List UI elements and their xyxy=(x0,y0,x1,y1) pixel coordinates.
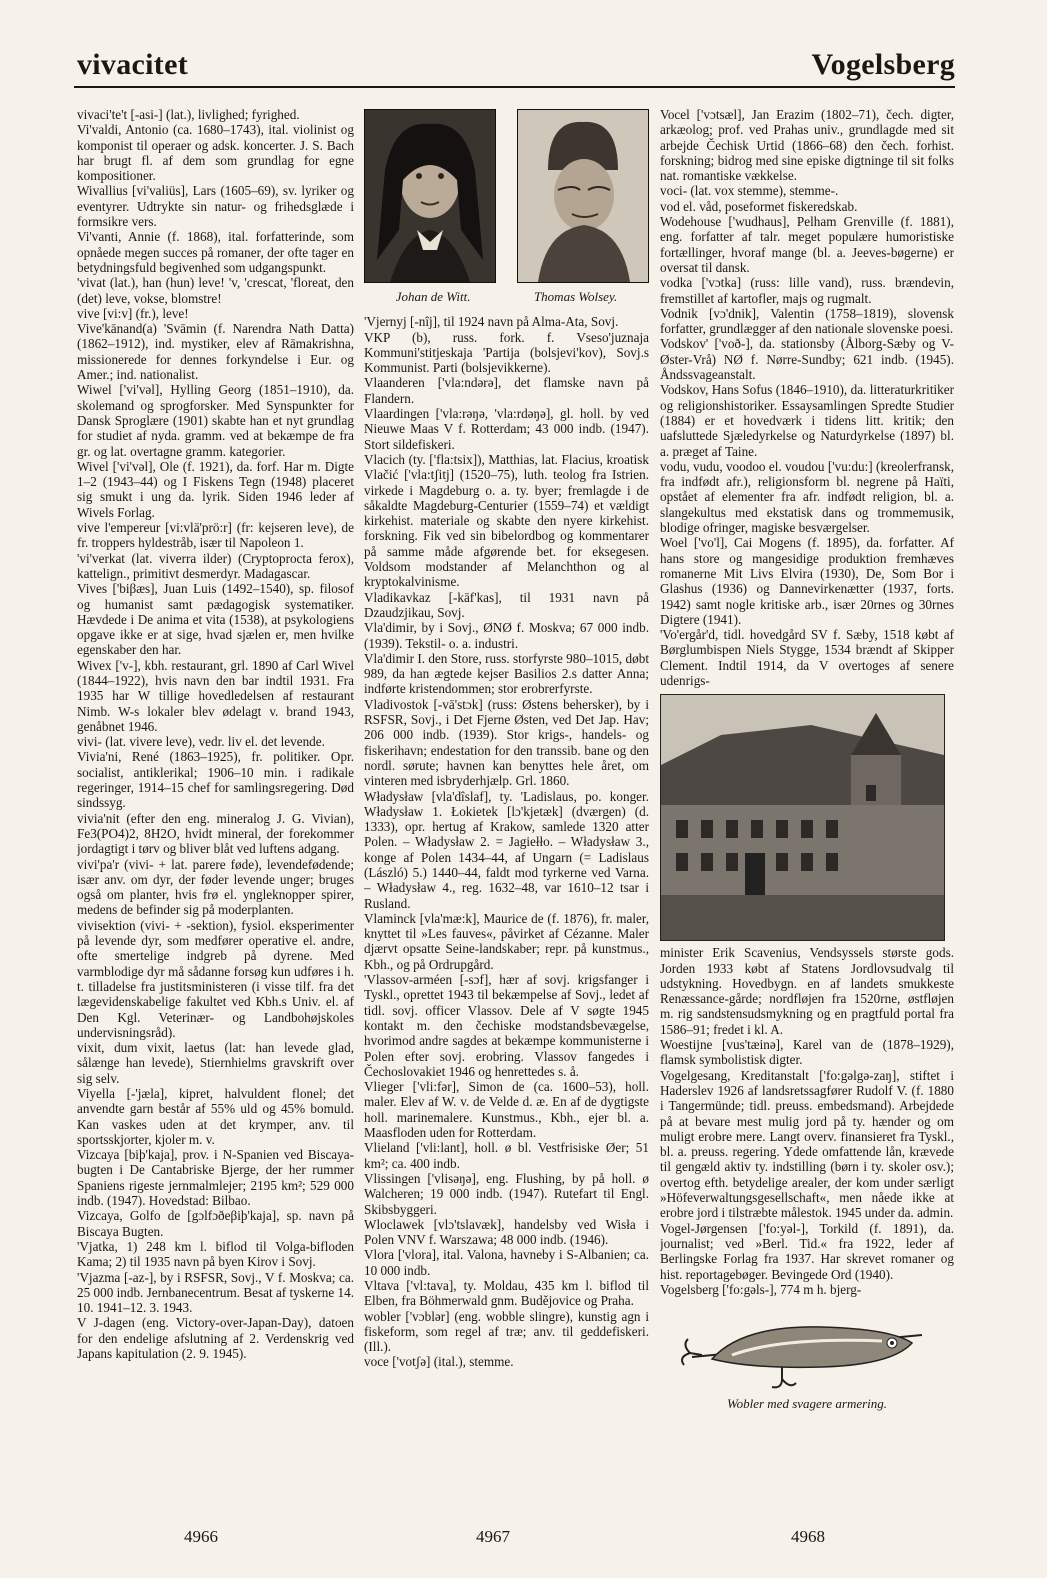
dictionary-entry: VKP (b), russ. fork. f. Vseso'juznaja Kommuni'stitjeskaja 'Partija (bolsjevi'kov), Sovj.s Kommunist. Parti (bolsjevikkerne). xyxy=(364,329,649,376)
dictionary-entry: V J-dagen (eng. Victory-over-Japan-Day), datoen for den endelige afslutning af 2. Verdenskrig ved Japans kapitulation (2. 9. 1945). xyxy=(77,1315,354,1362)
dictionary-entry: 'Vo'ergår'd, tidl. hovedgård SV f. Sæby, 1518 købt af Børglumbispen Niels Stygge, 1534 brændt af Skipper Clement. Indtil 1914, da V overtoges af senere udenrigs- xyxy=(660,627,954,688)
dictionary-entry: Vizcaya [biþ'kaja], prov. i N-Spanien ved Biscaya-bugten i De Cantabriske Bjerge, der her rummer Spaniens rigeste jernmalmlejer; 2195 km²; 529 000 indb. (1947). Hovedstad: Bilbao. xyxy=(77,1147,354,1209)
dictionary-entry: 'Vlassov-arméen [-sɔf], hær af sovj. krigsfanger i Tyskl., oprettet 1943 til bekæmpelse af Sovj., ledet af tidl. sovj. officer Vlassov. Dele af V søgte 1945 kontakt m. den čechiske modstandsbevægelse, hvorimod andre sagdes at bekæmpe kommunisterne i Polen efter sovj. erobring. Vlassov fangedes i Čechoslovakiet 1946 og henrettedes s. å. xyxy=(364,972,649,1079)
dictionary-entry: Vi'vanti, Annie (f. 1868), ital. forfatterinde, som opnåede megen succes på romaner, der ofte tager en betydningsfuld begivenhed som udgangspunkt. xyxy=(77,229,354,275)
dictionary-entry: vivia'nit (efter den eng. mineralog J. G. Vivian), Fe3(PO4)2, 8H2O, hvidt mineral, der forekommer jordagtigt i tørv og bliver blåt ved luftens adgang. xyxy=(77,810,354,857)
column-3 xyxy=(660,107,954,1537)
dictionary-entry: Vlaanderen ['vla:ndərə], det flamske navn på Flandern. xyxy=(364,375,649,406)
dictionary-entry: vod el. våd, poseformet fiskeredskab. xyxy=(660,198,858,214)
dictionary-entry: Vizcaya, Golfo de [gɔlfɔðeβiþ'kaja], sp. navn på Biscaya Bugten. xyxy=(77,1208,354,1239)
column-3-entries-bottom xyxy=(660,945,954,1297)
dictionary-entry: vivi- (lat. vivere leve), vedr. liv el. det levende. xyxy=(77,734,325,750)
dictionary-entry: Vlieger ['vli:fər], Simon de (ca. 1600–53), holl. maler. Elev af W. v. de Velde d. æ. En af de dygtigste holl. marinemalere. Kunstmus., Kbh., ejer bl. a. Maasfloden uden for Rotterdam. xyxy=(364,1079,649,1141)
column-2-entries xyxy=(364,314,649,1369)
dictionary-entry: Viyella [-'jæla], kipret, halvuldent flonel; det anvendte garn består af 55% uld og 45% bomuld. Kan vaskes uden at det krymper, anv. til sportsskjorter, kjoler m. v. xyxy=(77,1086,354,1147)
page-number-middle: 4967 xyxy=(476,1527,510,1546)
dictionary-entry: Woestijne [vus'tæinə], Karel van de (1878–1929), flamsk symbolistisk digter. xyxy=(660,1037,954,1068)
caption-johan-de-witt: Johan de Witt. xyxy=(395,289,471,304)
dictionary-entry: Vlacich (ty. ['fla:tsix]), Matthias, lat. Flacius, kroatisk Vlačić ['vla:tʃitj] (1520–75), luth. teolog fra Istrien. virkede i Magdeburg o. a. ty. byer; fremlagde i de såkaldte Magdeburg-Centurier (1559–74) et vældigt kirkehist. materiale og skabte den nyere kirkehist. forskning. Fik ved sin bibelordbog og kommentarer på samme måde afgørende bet. for eksegesen. Voldsom modstander af Melanchthon og al kryptokalvinisme. xyxy=(364,451,649,590)
portrait-figure xyxy=(364,109,649,304)
fishing-lure-illustration-icon xyxy=(672,1307,942,1392)
dictionary-entry: minister Erik Scavenius, Vendsyssels største gods. Jorden 1933 købt af Statens Jordlovsudvalg til udstykning. Hovedbygn. en af landets smukkeste Renæssance-gårde; nordfløjen fra 1520rne, østfløjen m. rig sandstensudsmykning og en pragtfuld portal fra 1586–91; fredet i kl. A. xyxy=(660,945,954,1037)
running-head-right: Vogelsberg xyxy=(811,48,955,81)
dictionary-entry: Wivex ['v-], kbh. restaurant, grl. 1890 af Carl Wivel (1844–1922), hvis navn den bar indtil 1931. Fra 1935 har W tillige hovedledelsen af restaurant Nimb. W-s lokaler blev ødelagt v. brand 1943, genåbnet 1946. xyxy=(77,657,354,734)
dictionary-entry: Wloclawek [vlɔ'tslavæk], handelsby ved Wisła i Polen VNV f. Warszawa; 48 000 indb. (1946). xyxy=(364,1216,649,1248)
dictionary-entry: Wiwel ['vi'vəl], Hylling Georg (1851–1910), da. skolemand og sprogforsker. Med Synspunkter for Dansk Sproglære (1901) skabte han et nyt grundlag for studiet af nyda. gramm. ved at bekæmpe de fra gr. og lat. overtagne gramm. kategorier. xyxy=(77,382,354,459)
dictionary-entry: Vlaminck [vla'mæ:k], Maurice de (f. 1876), fr. maler, knyttet til »Les fauves«, påvirket af Cézanne. Maler djærvt opsatte Seine-landskaber; repr. på kunstmus., Kbh., og på Ordrupgård. xyxy=(364,910,649,972)
dictionary-entry: Vi'valdi, Antonio (ca. 1680–1743), ital. violinist og komponist til operaer og adsk. koncerter. J. S. Bach har brugt fl. af dem som grundlag for egne kompositioner. xyxy=(77,122,354,184)
dictionary-entry: vive [vi:v] (fr.), leve! xyxy=(77,305,189,321)
column-2 xyxy=(364,107,649,1537)
dictionary-entry: 'Vjatka, 1) 248 km l. biflod til Volga-bifloden Kama; 2) til 1935 navn på byen Kirov i Sovj. xyxy=(77,1238,354,1270)
dictionary-entry: Władysław [vla'dîslaf], ty. 'Ladislaus, po. konger. Władysław 1. Łokietek [lɔ'kjetæk] (dværgen) (d. 1333), opr. hertug af Krakow, samlede 1320 atter Polen. – Władysław 2. = Jagiełło. – Władysław 3., konge af Polen 1434–44, af Ungarn (= Ladislaus (László) 5.) 1440–44, faldt mod tyrkerne ved Varna. – Władysław 4., reg. 1632–48, var 1610–12 tsar i Rusland. xyxy=(364,788,649,911)
dictionary-entry: Vogel-Jørgensen ['fo:yəl-], Torkild (f. 1891), da. journalist; ved »Berl. Tid.« fra 1922, leder af Berlingske Forlag fra 1937. Har skrevet romaner og hist. reportagebøger. Bevingede Ord (1940). xyxy=(660,1220,954,1282)
dictionary-entry: vodka ['vɔtka] (russ: lille vand), russ. brændevin, fremstillet af kartofler, majs og rugmalt. xyxy=(660,275,954,306)
page-number-right: 4968 xyxy=(791,1527,825,1546)
dictionary-entry: Vlissingen ['vlisəŋə], eng. Flushing, by på holl. ø Walcheren; 19 000 indb. (1947). Rutefart til Engl. Skibsbyggeri. xyxy=(364,1170,649,1217)
dictionary-entry: 'vi'verkat (lat. viverra ilder) (Cryptoprocta ferox), kattelign., primitivt desmerdyr. Madagascar. xyxy=(77,550,354,581)
dictionary-entry: voci- (lat. vox stemme), stemme-. xyxy=(660,183,839,199)
thomas-wolsey-portrait-icon xyxy=(517,109,649,283)
dictionary-entry: vivaci'te't [-asi-] (lat.), livlighed; fyrighed. xyxy=(77,107,300,122)
dictionary-entry: Vives ['biβæs], Juan Luis (1492–1540), sp. filosof og humanist samt pædagogisk systematiker. Hævdede i De anima et vita (1538), at psykologiens opgave ikke er at sige, hvad sjælen er, men hvilke egenskaber den har. xyxy=(77,581,354,658)
dictionary-entry: voce ['votʃə] (ital.), stemme. xyxy=(364,1354,514,1370)
dictionary-entry: Wodehouse ['wudhaus], Pelham Grenville (f. 1881), eng. forfatter af talr. meget populære humoristiske fortællinger, hvoraf mange (bl. a. Jeeves-bøgerne) er oversat til dansk. xyxy=(660,214,954,275)
caption-thomas-wolsey: Thomas Wolsey. xyxy=(533,289,618,304)
column-3-entries-top xyxy=(660,107,954,688)
running-head-left: vivacitet xyxy=(77,48,188,81)
dictionary-entry: Vla'dimir I. den Store, russ. storfyrste 980–1015, døbt 989, da han ægtede kejser Basilios 2.s datter Anna; indførte kristendommen; stor erobrerfyrste. xyxy=(364,650,649,697)
dictionary-entry: Vodnik [vɔ'dnik], Valentin (1758–1819), slovensk forfatter, grundlægger af den nationale slovenske poesi. xyxy=(660,305,954,337)
dictionary-entry: Vlora ['vlora], ital. Valona, havneby i S-Albanien; ca. 10 000 indb. xyxy=(364,1247,649,1278)
dictionary-entry: Vladikavkaz [-kāf'kas], til 1931 navn på Dzaudzjikau, Sovj. xyxy=(364,589,649,620)
dictionary-entry: vive l'empereur [vi:vlā'prö:r] (fr: kejseren leve), de fr. troppers hyldestråb, især til Napoleon 1. xyxy=(77,520,354,551)
voergaard-castle-photo-icon xyxy=(660,694,945,941)
header-rule xyxy=(74,86,955,88)
caption-lure: Wobler med svagere armering. xyxy=(726,1396,888,1412)
dictionary-entry: Vodskov, Hans Sofus (1846–1910), da. litteraturkritiker og religionshistoriker. Essaysamlingen Spredte Studier (1884) er et hovedværk i tidens litt. kritik; den uafsluttede Sjæledyrkelse og Naturdyrkelse (1897) bl. a. præget af Taine. xyxy=(660,382,954,459)
dictionary-entry: Vltava ['vl:tava], ty. Moldau, 435 km l. biflod til Elben, fra Böhmerwald gnm. Budějovice og Praha. xyxy=(364,1278,649,1309)
dictionary-entry: Vogelsberg ['fo:gəls-], 774 m h. bjerg- xyxy=(660,1281,862,1297)
dictionary-entry: vodu, vudu, voodoo el. voudou ['vu:du:] (kreolerfransk, fra indfødt afr.), religionsform bl. negrene på Haïti, opstået af elementer fra afr. indfødt religion, bl. a. slangekultus med ekstatisk dans og trommemusik, blodige ofringer, magiske besværgelser. xyxy=(660,458,954,536)
johan-de-witt-portrait-icon xyxy=(364,109,496,283)
dictionary-entry: Vocel ['vɔtsæl], Jan Erazim (1802–71), čech. digter, arkæolog; prof. ved Prahas univ., grundlagde med sit arbejde Čechisk Urtid (1866–68) den čech. forhist. forskning; bidrog med sine episke digtninge til sit folks nat. romantiske vækkelse. xyxy=(660,107,954,184)
dictionary-entry: vivisektion (vivi- + -sektion), fysiol. eksperimenter på levende dyr, som medfører operative el. andre, ofte smertelige indgreb på dyrene. Med varmblodige dyr må sådanne forsøg kun udføres i h. t. tilladelse fra justitsministeren (i visse tilf. fra det lægevidenskabelige fakultet ved Kbh.s Univ. el. af Den Kgl. Veterinær- og Landbohøjskoles undervisningsråd). xyxy=(77,917,354,1040)
dictionary-entry: 'Vjazma [-az-], by i RSFSR, Sovj., V f. Moskva; ca. 25 000 indb. Jernbanecentrum. Besat af tyskerne 14. 10. 1941–12. 3. 1943. xyxy=(77,1269,354,1316)
dictionary-entry: Vive'kānand(a) 'Svāmin (f. Narendra Nath Datta) (1862–1912), ind. mystiker, elev af Rāmakrishna, missionerede for dennes forkyndelse i Eur. og Amer.; ind. nationalist. xyxy=(77,321,354,383)
dictionary-entry: Vogelgesang, Kreditanstalt ['fo:gəlgə-zaŋ], stiftet i Haderslev 1926 af landsretssagfører Rudolf V. (f. 1880 i Tangermünde; tidl. preuss. embedsmand). Arbejdede på at bevare mest mulig jord på ty. hænder og om muligt erobre mere. Langt overv. finansieret fra Tyskl., bl. a. preuss. regering. Ydede omfattende lån, krævede til gengæld aktiv ty. indstilling (børn i ty. skoler osv.); overtog efth. betydelige arealer, der kom under særligt »Höfeverwaltungsgesellschaft«, men nåede ikke at erobre jord i tilstræbte målestok. 1945 under da. admin. xyxy=(660,1067,954,1221)
dictionary-entry: vivi'pa'r (vivi- + lat. parere føde), levendefødende; især anv. om dyr, der føder levende unger; bruges også om planter, hvis frø el. yngleknopper spirer, medens de befinder sig på moderplanten. xyxy=(77,856,354,918)
dictionary-entry: Vodskov' ['voð-], da. stationsby (Ålborg-Sæby og V-Øster-Vrå) NØ f. Nørre-Sundby; 621 indb. (1945). Åndssvageanstalt. xyxy=(660,336,954,383)
column-1 xyxy=(77,107,354,1537)
page-number-left: 4966 xyxy=(184,1527,218,1546)
dictionary-entry: Vivia'ni, René (1863–1925), fr. politiker. Opr. socialist, antiklerikal; 1906–10 min. i radikale regeringer, 1914–15 chef for samlingsregering. Død sindssyg. xyxy=(77,749,354,811)
dictionary-entry: wobler ['vɔblər] (eng. wobble slingre), kunstig agn i fiskeform, som regel af træ; anv. til geddefiskeri. (Ill.). xyxy=(364,1308,649,1355)
dictionary-entry: Vlieland ['vli:lant], holl. ø bl. Vestfrisiske Øer; 51 km²; ca. 400 indb. xyxy=(364,1140,649,1171)
dictionary-entry: Vladivostok [-vā'stɔk] (russ: Østens behersker), by i RSFSR, Sovj., i Det Fjerne Østen, ved Det Jap. Hav; 206 000 indb. (1939). Stor krigs-, handels- og fiskerihavn; endestation for den transsib. bane og den nordl. sørute; havnen kan benyttes hele året, om vinteren med isbryderhjælp. Grl. 1860. xyxy=(364,696,649,789)
dictionary-entry: vixit, dum vixit, laetus (lat: han levede glad, sålænge han levede), Stiernhielms gravskrift over sig selv. xyxy=(77,1040,354,1086)
dictionary-entry: 'vivat (lat.), han (hun) leve! 'v, 'crescat, 'floreat, den (det) leve, vokse, blomstre! xyxy=(77,275,354,306)
dictionary-entry: Woel ['vo'l], Cai Mogens (f. 1895), da. forfatter. Af hans store og mangesidige produktion fremhæves romanerne Mit Livs Elvira (1930), De, Som Bor i Glashus (1936) og Dannevirkenætter (1937, forts. 1942) samt nogle kritiske arb., især 20rnes og 30rnes Digtere (1941). xyxy=(660,535,954,627)
dictionary-entry: Wivel ['vi'vəl], Ole (f. 1921), da. forf. Har m. Digte 1–2 (1943–44) og I Fiskens Tegn (1948) placeret sig smukt i ung da. lyrik. Siden 1946 leder af Wivels Forlag. xyxy=(77,458,354,520)
dictionary-entry: Vlaardingen ['vla:rəŋə, 'vla:rdəŋə], gl. holl. by ved Nieuwe Maas V f. Rotterdam; 43 000 indb. (1947). Stort sildefiskeri. xyxy=(364,406,649,452)
dictionary-entry: 'Vjernyj [-nîj], til 1924 navn på Alma-Ata, Sovj. xyxy=(364,314,619,330)
dictionary-entry: Vla'dimir, by i Sovj., ØNØ f. Moskva; 67 000 indb. (1939). Tekstil- o. a. industri. xyxy=(364,620,649,651)
dictionary-entry: Wivallius [vi'valiüs], Lars (1605–69), sv. lyriker og eventyrer. Udtrykte sin natur- og frihedsglæde i formsikre vers. xyxy=(77,183,354,230)
